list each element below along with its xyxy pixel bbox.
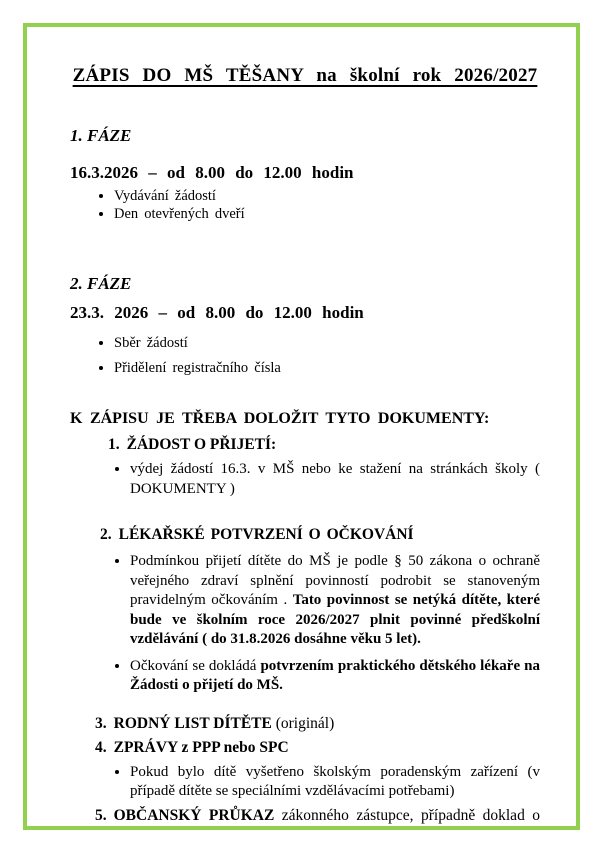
- list-item: • Vydávání žádostí: [114, 188, 540, 206]
- document-item-bullet-list: [70, 552, 540, 696]
- document-item-lekarske-potvrzeni: [100, 525, 540, 696]
- document-item-rodny-list: [95, 714, 540, 733]
- item-title-bold: ŽÁDOST O PŘIJETÍ:: [126, 436, 277, 453]
- document-item-bullet-list: [70, 460, 540, 499]
- document-item-obcansky-prukaz: [95, 806, 540, 825]
- document-item-title: [95, 806, 540, 825]
- list-item: [130, 460, 540, 499]
- document-item-title: [95, 738, 540, 757]
- item-title-bold: OBČANSKÝ PRŮKAZ: [113, 806, 275, 824]
- document-content: [70, 0, 540, 825]
- item-title-bold: ZPRÁVY z PPP nebo SPC: [113, 738, 289, 756]
- bullet-text-bold: potvrzením praktického dětského lékaře na Žádosti o přijetí do MŠ.: [130, 657, 541, 693]
- item-title-bold: LÉKAŘSKÉ POTVRZENÍ O OČKOVÁNÍ: [118, 526, 414, 543]
- page-title: ZÁPIS DO MŠ TĚŠANY na školní rok 2026/2027: [72, 65, 538, 86]
- phase-2-time: 23.3. 2026 – od 8.00 do 12.00 hodin: [70, 303, 364, 322]
- document-item-title: [100, 525, 540, 544]
- item-number: 4.: [95, 738, 107, 756]
- list-item: [130, 552, 540, 650]
- bullet-text-normal: Očkování se dokládá: [130, 657, 261, 674]
- phase-2-bullet-list: [70, 331, 540, 381]
- item-title-bold: RODNÝ LIST DÍTĚTE: [113, 714, 272, 732]
- phase-1-bullet-list: [70, 188, 540, 223]
- item-title-suffix: (originál): [271, 714, 335, 732]
- list-item: [130, 763, 540, 802]
- document-item-title: [108, 435, 540, 454]
- phase-1-time: 16.3.2026 – od 8.00 do 12.00 hodin: [70, 163, 354, 182]
- list-item: • Přidělení registračního čísla: [114, 356, 540, 381]
- item-title-suffix: zákonného zástupce, případně doklad o: [274, 806, 540, 824]
- list-item: • Den otevřených dveří: [114, 206, 540, 224]
- document-item-bullet-list: [70, 763, 540, 802]
- phase-2-heading: 2. FÁZE: [70, 274, 132, 293]
- item-number: 1.: [108, 436, 120, 453]
- bullet-text-normal: Pokud bylo dítě vyšetřeno školským poradenským zařízení (v případě dítěte se speciálními vzdělávacími potřebami): [130, 763, 540, 799]
- bullet-text-normal: výdej žádostí 16.3. v MŠ nebo ke stažení na stránkách školy ( DOKUMENTY ): [130, 461, 540, 497]
- item-number: 3.: [95, 714, 107, 732]
- document-item-zpravy: [95, 738, 540, 802]
- document-item-zadost: [108, 435, 540, 499]
- documents-heading: K ZÁPISU JE TŘEBA DOLOŽIT TYTO DOKUMENTY:: [70, 410, 490, 427]
- phase-1-heading: 1. FÁZE: [70, 126, 132, 145]
- item-number: 2.: [100, 526, 112, 543]
- list-item: [130, 657, 540, 696]
- list-item: • Sběr žádostí: [114, 331, 540, 356]
- documents-section: [70, 409, 540, 825]
- phase-1-section: [70, 127, 540, 223]
- phase-2-section: [70, 275, 540, 381]
- item-number: 5.: [95, 806, 107, 824]
- bullet-text-normal: Podmínkou přijetí dítěte do MŠ je podle § 50 zákona o ochraně veřejného zdraví splnění povinností podrobit se stanoveným pravidelným očkováním .: [130, 553, 540, 608]
- bullet-text-bold: Tato povinnost se netýká dítěte, které bude ve školním roce 2026/2027 plnit povinné předškolní vzdělávání ( do 31.8.2026 dosáhne věku 5 let).: [130, 592, 540, 647]
- document-item-title: [95, 714, 540, 733]
